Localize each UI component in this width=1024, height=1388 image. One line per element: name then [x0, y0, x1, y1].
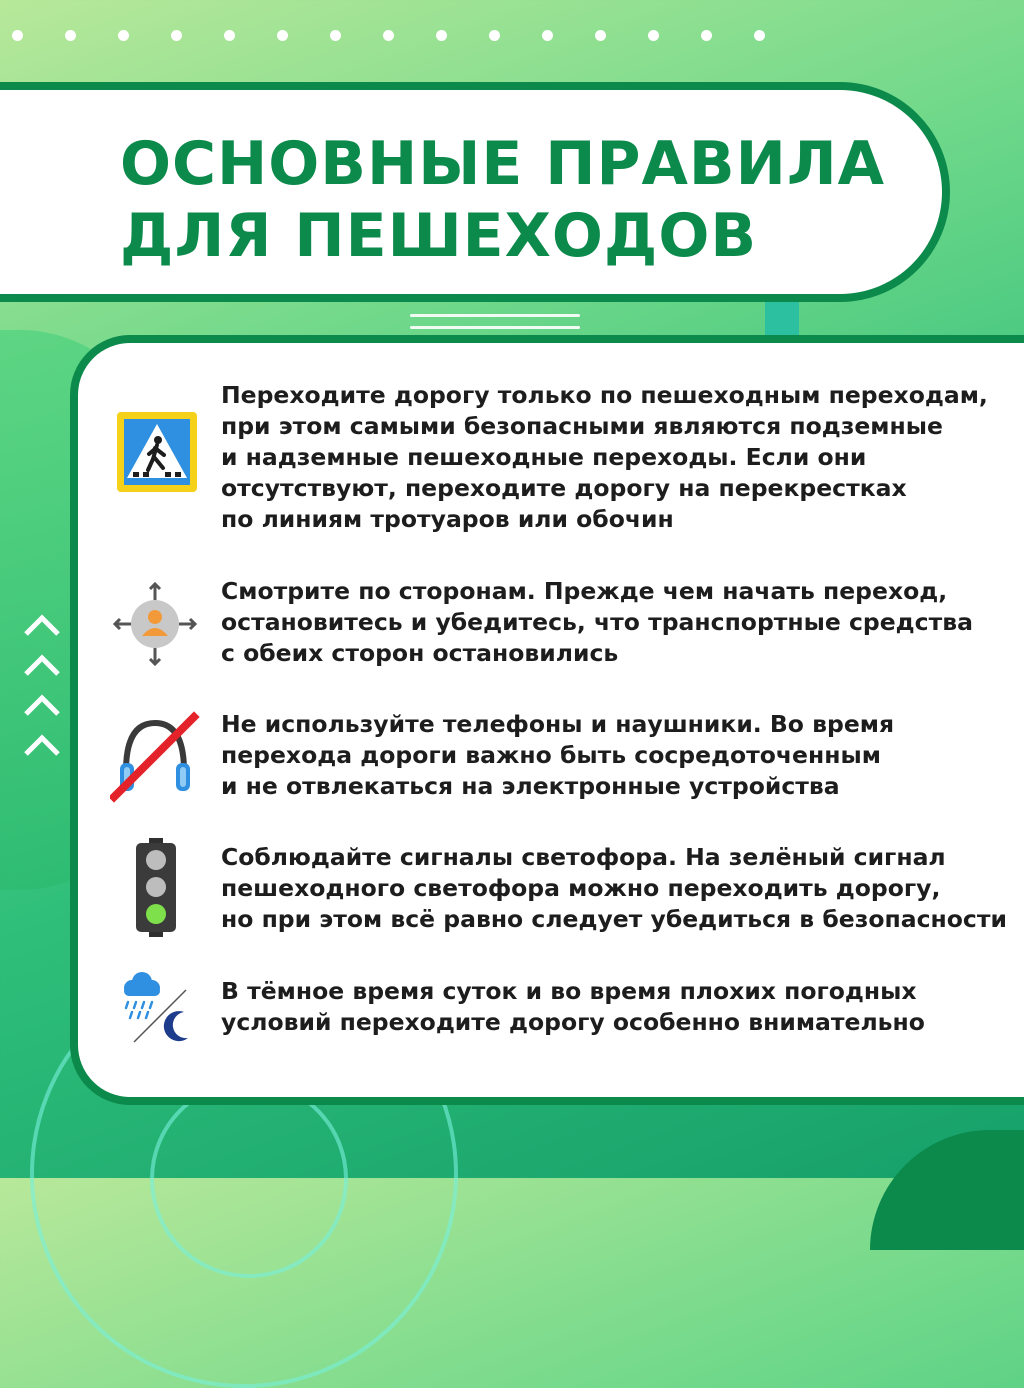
decorative-dots [0, 30, 800, 44]
bottom-decoration [870, 1130, 1024, 1250]
rule-text-line: Смотрите по сторонам. Прежде чем начать переход, [221, 577, 948, 605]
decorative-lines [410, 314, 590, 334]
rule-text-line: Не используйте телефоны и наушники. Во время [221, 710, 895, 738]
rule-text-line: Переходите дорогу только по пешеходным переходам, [221, 381, 988, 409]
pedestrian-crossing-sign-icon [115, 410, 199, 494]
rule-text-line: Соблюдайте сигналы светофора. На зелёный сигнал [221, 843, 946, 871]
page-title [120, 128, 940, 272]
rule-text [221, 709, 1021, 802]
title-line-1: ОСНОВНЫЕ ПРАВИЛА [120, 129, 886, 199]
no-headphones-icon [110, 711, 200, 803]
background-ring [150, 1080, 348, 1278]
rule-text-line: по линиям тротуаров или обочин [221, 505, 674, 533]
rule-text-line: В тёмное время суток и во время плохих погодных [221, 977, 917, 1005]
rule-text-line: с обеих сторон остановились [221, 639, 619, 667]
rule-text-line: и надземные пешеходные переходы. Если они [221, 443, 867, 471]
rule-text [221, 842, 1021, 935]
look-around-icon [110, 580, 200, 670]
rule-text-line: но при этом всё равно следует убедиться в безопасности [221, 905, 1007, 933]
traffic-light-icon [134, 838, 178, 938]
weather-night-icon [118, 968, 198, 1048]
rule-text-line: и не отвлекаться на электронные устройства [221, 772, 840, 800]
rule-text-line: отсутствуют, переходите дорогу на перекрестках [221, 474, 907, 502]
decorative-chevrons [22, 612, 66, 762]
rule-text [221, 380, 1021, 535]
rule-text-line: перехода дороги важно быть сосредоточенным [221, 741, 881, 769]
rule-text [221, 576, 1021, 669]
rule-text-line: пешеходного светофора можно переходить дорогу, [221, 874, 941, 902]
rule-text [221, 976, 1021, 1038]
rule-text-line: условий переходите дорогу особенно внимательно [221, 1008, 925, 1036]
rule-text-line: при этом самыми безопасными являются подземные [221, 412, 943, 440]
rule-text-line: остановитесь и убедитесь, что транспортные средства [221, 608, 973, 636]
title-line-2: ДЛЯ ПЕШЕХОДОВ [120, 201, 758, 271]
